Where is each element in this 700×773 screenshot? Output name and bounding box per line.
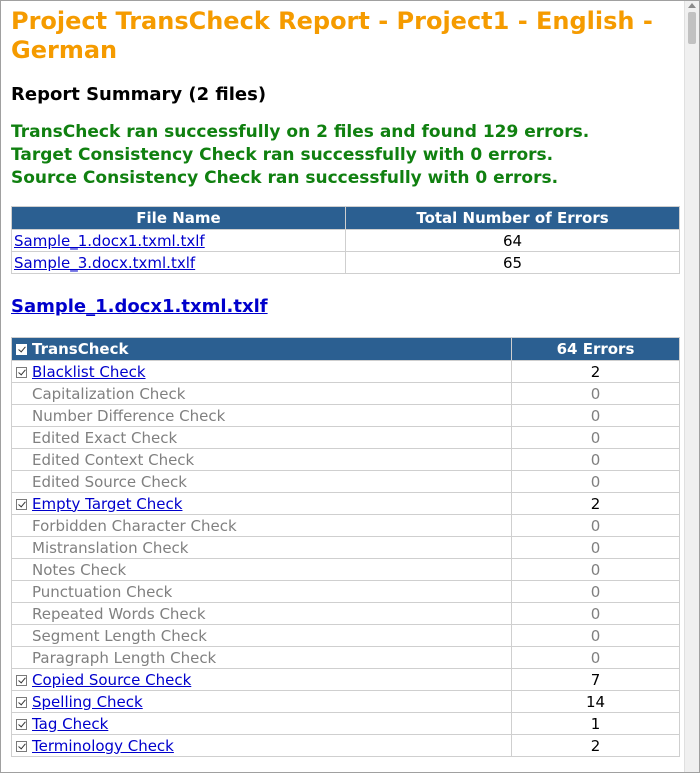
table-row xyxy=(12,669,680,691)
check-name-cell xyxy=(12,691,512,713)
check-label: Edited Source Check xyxy=(32,472,187,491)
table-row xyxy=(12,691,680,713)
check-label: Edited Exact Check xyxy=(32,428,178,447)
table-row xyxy=(12,471,680,493)
check-error-count: 2 xyxy=(512,493,680,515)
table-row xyxy=(12,559,680,581)
check-label: Capitalization Check xyxy=(32,384,186,403)
transcheck-header xyxy=(12,338,512,361)
check-error-count: 1 xyxy=(512,713,680,735)
check-name-cell xyxy=(12,647,512,669)
check-name-cell xyxy=(12,405,512,427)
status-line-source-consistency: Source Consistency Check ran successfully with 0 errors. xyxy=(11,168,559,188)
check-error-count: 2 xyxy=(512,735,680,757)
check-link[interactable]: Spelling Check xyxy=(32,692,143,711)
scrollbar-thumb[interactable] xyxy=(688,12,696,44)
check-error-count: 0 xyxy=(512,581,680,603)
file-section-heading xyxy=(11,295,681,319)
check-link[interactable]: Tag Check xyxy=(32,714,109,733)
table-row xyxy=(12,581,680,603)
report-summary-heading: Report Summary (2 files) xyxy=(11,84,267,105)
check-label: Segment Length Check xyxy=(32,626,207,645)
check-label: Notes Check xyxy=(32,560,127,579)
check-label: Punctuation Check xyxy=(32,582,173,601)
check-error-count: 0 xyxy=(512,559,680,581)
checkbox-checked-icon[interactable] xyxy=(16,741,27,752)
check-label: Paragraph Length Check xyxy=(32,648,217,667)
checkbox-checked-icon[interactable] xyxy=(16,344,27,355)
table-row xyxy=(12,493,680,515)
check-name-cell xyxy=(12,383,512,405)
check-name-cell xyxy=(12,361,512,383)
checkbox-checked-icon[interactable] xyxy=(16,367,27,378)
checkbox-checked-icon[interactable] xyxy=(16,719,27,730)
check-error-count: 14 xyxy=(512,691,680,713)
vertical-scrollbar[interactable] xyxy=(684,1,699,772)
check-label: Forbidden Character Check xyxy=(32,516,237,535)
check-error-count: 0 xyxy=(512,449,680,471)
file-link[interactable]: Sample_1.docx1.txml.txlf xyxy=(14,231,205,250)
checkbox-checked-icon[interactable] xyxy=(16,499,27,510)
check-error-count: 0 xyxy=(512,515,680,537)
table-row xyxy=(12,449,680,471)
table-row xyxy=(12,713,680,735)
checkbox-checked-icon[interactable] xyxy=(16,675,27,686)
errors-header: 64 Errors xyxy=(512,338,680,361)
table-row xyxy=(12,383,680,405)
check-link[interactable]: Copied Source Check xyxy=(32,670,192,689)
check-name-cell xyxy=(12,559,512,581)
check-error-count: 0 xyxy=(512,405,680,427)
check-label: Number Difference Check xyxy=(32,406,226,425)
check-error-count: 0 xyxy=(512,603,680,625)
files-table xyxy=(11,206,680,274)
error-count-cell: 64 xyxy=(346,230,680,252)
check-name-cell xyxy=(12,515,512,537)
column-header-file-name: File Name xyxy=(12,207,346,230)
table-row xyxy=(12,252,680,274)
table-row xyxy=(12,735,680,757)
check-error-count: 2 xyxy=(512,361,680,383)
table-row xyxy=(12,537,680,559)
check-error-count: 0 xyxy=(512,383,680,405)
file-link[interactable]: Sample_3.docx.txml.txlf xyxy=(14,253,196,272)
check-error-count: 0 xyxy=(512,427,680,449)
error-count-cell: 65 xyxy=(346,252,680,274)
file-cell xyxy=(12,252,346,274)
table-row xyxy=(12,647,680,669)
checks-table-header xyxy=(12,338,680,361)
page-title: Project TransCheck Report - Project1 - English - German xyxy=(11,7,653,64)
files-table-header xyxy=(12,207,680,230)
check-label: Edited Context Check xyxy=(32,450,195,469)
file-cell xyxy=(12,230,346,252)
checks-table xyxy=(11,337,680,757)
table-row xyxy=(12,427,680,449)
table-row xyxy=(12,230,680,252)
table-row xyxy=(12,405,680,427)
checks-list xyxy=(12,361,680,757)
check-name-cell xyxy=(12,713,512,735)
report-content xyxy=(11,7,681,757)
check-label: Repeated Words Check xyxy=(32,604,206,623)
column-header-total-errors: Total Number of Errors xyxy=(346,207,680,230)
table-row xyxy=(12,625,680,647)
check-error-count: 0 xyxy=(512,537,680,559)
check-name-cell xyxy=(12,581,512,603)
check-label: Mistranslation Check xyxy=(32,538,189,557)
check-name-cell xyxy=(12,427,512,449)
check-name-cell xyxy=(12,493,512,515)
check-error-count: 0 xyxy=(512,647,680,669)
check-name-cell xyxy=(12,449,512,471)
table-row xyxy=(12,515,680,537)
check-name-cell xyxy=(12,603,512,625)
status-messages xyxy=(11,121,681,190)
check-name-cell xyxy=(12,625,512,647)
check-error-count: 0 xyxy=(512,471,680,493)
status-line-transcheck: TransCheck ran successfully on 2 files and found 129 errors. xyxy=(11,122,590,142)
check-name-cell xyxy=(12,471,512,493)
transcheck-header-label: TransCheck xyxy=(32,340,129,358)
scroll-up-arrow-icon[interactable] xyxy=(688,3,696,8)
file-section-link[interactable]: Sample_1.docx1.txml.txlf xyxy=(11,296,268,317)
check-name-cell xyxy=(12,669,512,691)
checkbox-checked-icon[interactable] xyxy=(16,697,27,708)
check-name-cell xyxy=(12,735,512,757)
check-link[interactable]: Terminology Check xyxy=(32,736,174,755)
status-line-target-consistency: Target Consistency Check ran successfully with 0 errors. xyxy=(11,145,554,165)
check-error-count: 7 xyxy=(512,669,680,691)
check-name-cell xyxy=(12,537,512,559)
table-row xyxy=(12,361,680,383)
check-link[interactable]: Blacklist Check xyxy=(32,362,146,381)
table-row xyxy=(12,603,680,625)
check-error-count: 0 xyxy=(512,625,680,647)
check-link[interactable]: Empty Target Check xyxy=(32,494,183,513)
